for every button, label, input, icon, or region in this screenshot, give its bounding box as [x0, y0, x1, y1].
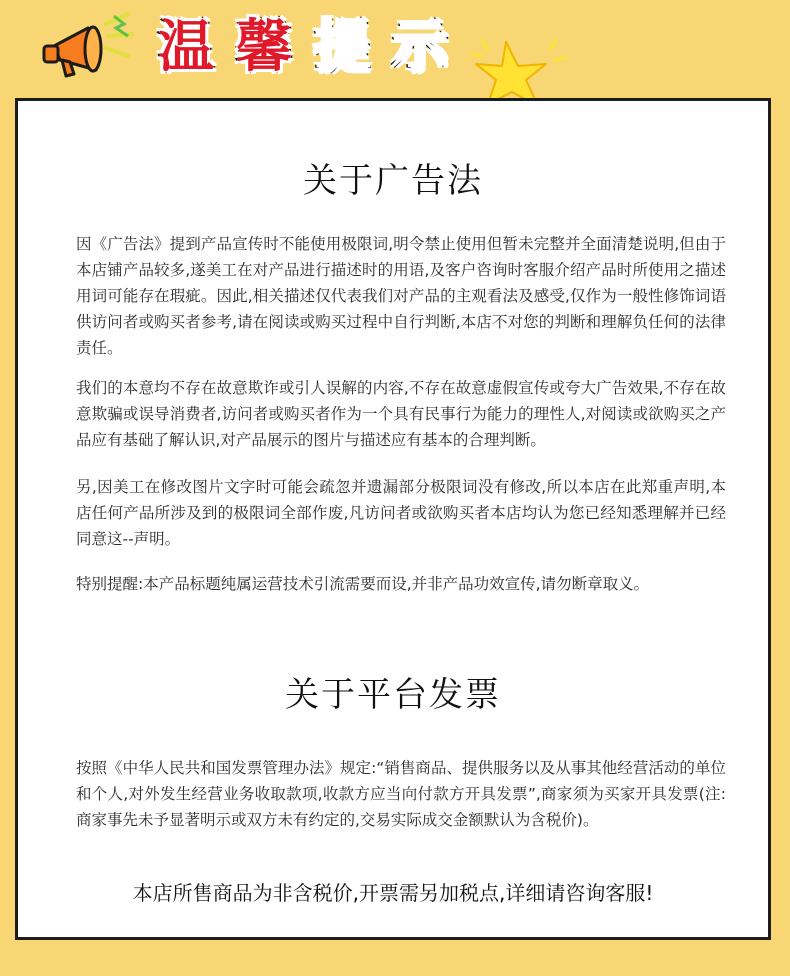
paragraph: 按照《中华人民共和国发票管理办法》规定:“销售商品、提供服务以及从事其他经营活动的单位和个人,对外发生经营业务收取款项,收款方应当向付款方开具发票”,商家须为买家开具发票(注:商家事先未予显著明示或双方未有约定的,交易实际成交金额默认为含税价)。: [76, 759, 726, 829]
title-char: 示: [392, 15, 448, 80]
page-title: [150, 12, 456, 88]
title-char: 温: [158, 15, 214, 80]
title-char: 馨: [236, 15, 292, 80]
section-title-advertising-law: 关于广告法: [303, 161, 483, 201]
content-panel: [15, 98, 771, 940]
special-reminder: 特别提醒:本产品标题纯属运营技术引流需要而设,并非产品功效宣传,请勿断章取义。: [76, 575, 650, 593]
paragraph: 我们的本意均不存在故意欺诈或引人误解的内容,不存在故意虚假宣传或夸大广告效果,不存在故意欺骗或误导消费者,访问者或购买者作为一个具有民事行为能力的理性人,对阅读或欲购买之产品应有基础了解认识,对产品展示的图片与描述应有基本的合理判断。: [76, 379, 726, 449]
paragraph: 因《广告法》提到产品宣传时不能使用极限词,明令禁止使用但暂未完整并全面清楚说明,但由于本店铺产品较多,遂美工在对产品进行描述时的用语,及客户咨询时客服介绍产品时所使用之描述用词可能存在瑕疵。因此,相关描述仅代表我们对产品的主观看法及感受,仅作为一般性修饰词语供访问者或购买者参考,请在阅读或购买过程中自行判断,本店不对您的判断和理解负任何的法律责任。: [76, 235, 726, 357]
section-title-invoice: 关于平台发票: [285, 675, 501, 715]
tax-notice: 本店所售商品为非含税价,开票需另加税点,详细请咨询客服!: [132, 881, 654, 905]
header-banner: [0, 0, 790, 100]
paragraph: 另,因美工在修改图片文字时可能会疏忽并遗漏部分极限词没有修改,所以本店在此郑重声明,本店任何产品所涉及到的极限词全部作废,凡访问者或欲购买者本店均认为您已经知悉理解并已经同意这--声明。: [76, 478, 726, 548]
title-char: 提: [314, 15, 370, 80]
megaphone-icon: [36, 10, 136, 90]
